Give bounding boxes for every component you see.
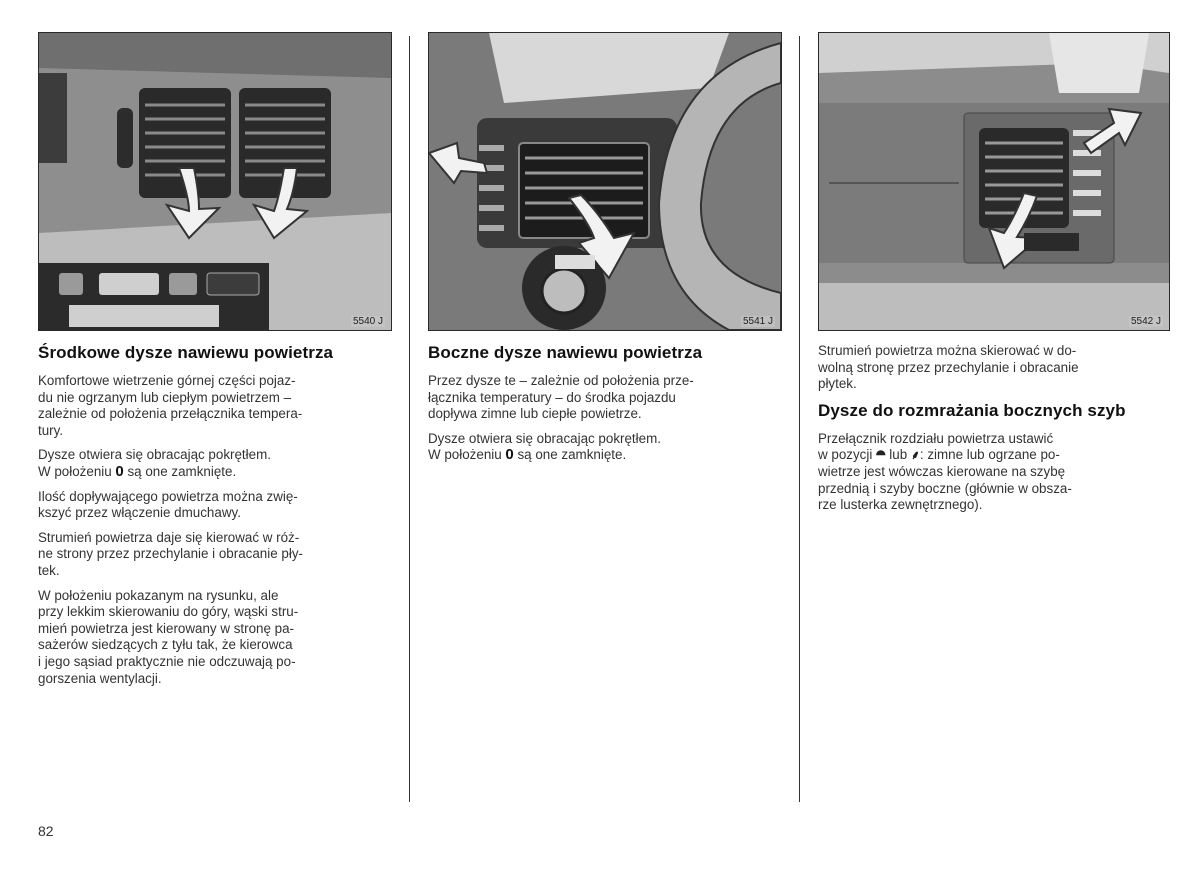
heading-center-vents: Środkowe dysze nawiewu powietrza	[38, 343, 334, 362]
column-defrost-vents	[818, 343, 1178, 522]
text: Dysze otwiera się obracając pokrętłem. W położeniu	[428, 430, 661, 463]
text: są one zamknięte.	[513, 447, 627, 463]
center-vents-illustration	[39, 33, 391, 330]
windshield-defrost-icon: ⯊	[876, 448, 886, 463]
text: : zimne lub ogrzane po- wietrze jest wówczas kierowane na szybę przednią i szyby boczne (głównie w obsza- rze lusterka zewnętrznego).	[818, 447, 1072, 513]
text: Dysze otwiera się obracając pokrętłem. W położeniu	[38, 447, 271, 479]
position-zero: 0	[505, 446, 514, 464]
column-center-vents	[38, 343, 393, 695]
paragraph: Komfortowe wietrzenie górnej części pojaz- du nie ogrzanym lub ciepłym powietrzem – zależnie od położenia przełącznika tempera- tury.	[38, 373, 303, 438]
text: lub	[885, 447, 911, 463]
text: są one zamknięte.	[123, 463, 237, 479]
paragraph: W położeniu pokazanym na rysunku, ale przy lekkim skierowaniu do góry, wąski stru- mień powietrza jest kierowany w stronę pa- sażerów siedzących z tyłu tak, że kierowca i jego sąsiad praktycznie nie odczuwają po- gorszenia wentylacji.	[38, 587, 299, 686]
column-divider	[799, 36, 800, 802]
figure-code: 5542 J	[1130, 316, 1161, 327]
paragraph	[428, 431, 783, 464]
figure-side-vent-right	[818, 32, 1170, 331]
figure-code: 5540 J	[352, 316, 383, 327]
paragraph: Strumień powietrza można skierować w do- wolną stronę przez przechylanie i obracanie płytek.	[818, 343, 1079, 392]
paragraph	[818, 431, 1178, 514]
figure-side-vent-left	[428, 32, 782, 331]
column-divider	[409, 36, 410, 802]
side-vent-right-illustration	[819, 33, 1169, 330]
page-number: 82	[38, 823, 54, 839]
paragraph: Strumień powietrza daje się kierować w róż- ne strony przez przechylanie i obracanie pły- tek.	[38, 529, 303, 578]
figure-center-vents	[38, 32, 392, 331]
heading-defrost-vents: Dysze do rozmrażania bocznych szyb	[818, 400, 1126, 420]
side-vent-left-illustration	[429, 33, 781, 330]
paragraph: Przez dysze te – zależnie od położenia prze- łącznika temperatury – do środka pojazdu dopływa zimne lub ciepłe powietrze.	[428, 373, 694, 422]
text: Przełącznik rozdziału powietrza ustawić w pozycji	[818, 430, 1054, 463]
paragraph	[38, 447, 393, 480]
figure-code: 5541 J	[742, 316, 773, 327]
column-side-vents	[428, 343, 783, 472]
heading-side-vents: Boczne dysze nawiewu powietrza	[428, 343, 703, 362]
paragraph: Ilość dopływającego powietrza można zwię- kszyć przez włączenie dmuchawy.	[38, 488, 298, 521]
defrost-footwell-icon: ⸙	[910, 448, 920, 463]
position-zero: 0	[115, 462, 124, 480]
